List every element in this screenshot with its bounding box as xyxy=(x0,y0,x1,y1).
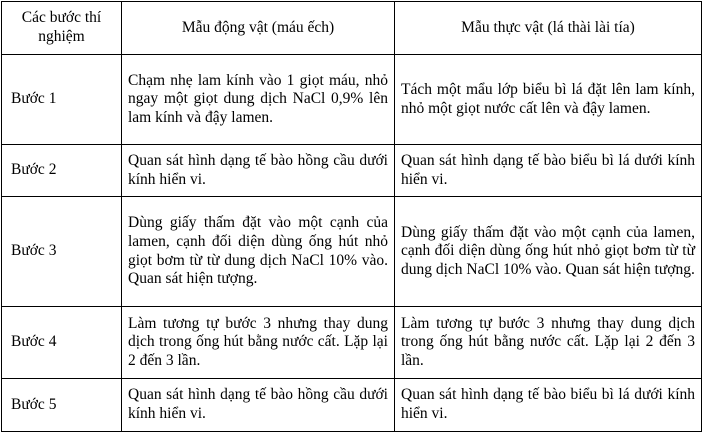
step-label: Bước 3 xyxy=(2,197,122,307)
plant-cell: Dùng giấy thấm đặt vào một cạnh của lamen, cạnh đối diện dùng ống hút nhỏ giọt bơm từ từ dung dịch NaCl 10% vào. Quan sát hiện tượng. xyxy=(395,197,702,307)
plant-cell: Quan sát hình dạng tế bào biểu bì lá dưới kính hiển vi. xyxy=(395,145,702,197)
header-plant-sample: Mẫu thực vật (lá thài lài tía) xyxy=(395,2,702,55)
experiment-table xyxy=(1,1,702,432)
table-header-row xyxy=(2,2,702,55)
header-steps: Các bước thí nghiệm xyxy=(2,2,122,55)
plant-cell: Quan sát hình dạng tế bào biểu bì lá dưới kính hiển vi. xyxy=(395,379,702,432)
animal-cell: Quan sát hình dạng tế bào hồng cầu dưới kính hiển vi. xyxy=(122,379,395,432)
table-row xyxy=(2,307,702,379)
header-animal-sample: Mẫu động vật (máu ếch) xyxy=(122,2,395,55)
step-label: Bước 2 xyxy=(2,145,122,197)
animal-cell: Quan sát hình dạng tế bào hồng cầu dưới kính hiển vi. xyxy=(122,145,395,197)
table-row xyxy=(2,145,702,197)
step-label: Bước 5 xyxy=(2,379,122,432)
plant-cell: Làm tương tự bước 3 nhưng thay dung dịch trong ống hút bằng nước cất. Lặp lại 2 đến 3 lần. xyxy=(395,307,702,379)
animal-cell: Làm tương tự bước 3 nhưng thay dung dịch trong ống hút bằng nước cất. Lặp lại 2 đến 3 lần. xyxy=(122,307,395,379)
table-row xyxy=(2,379,702,432)
table-row xyxy=(2,197,702,307)
animal-cell: Chạm nhẹ lam kính vào 1 giọt máu, nhỏ ngay một giọt dung dịch NaCl 0,9% lên lam kính và đậy lamen. xyxy=(122,55,395,145)
step-label: Bước 1 xyxy=(2,55,122,145)
plant-cell: Tách một mẩu lớp biểu bì lá đặt lên lam kính, nhỏ một giọt nước cất lên và đậy lamen. xyxy=(395,55,702,145)
table-row xyxy=(2,55,702,145)
step-label: Bước 4 xyxy=(2,307,122,379)
animal-cell: Dùng giấy thấm đặt vào một cạnh của lamen, cạnh đối diện dùng ống hút nhỏ giọt bơm từ từ dung dịch NaCl 10% vào. Quan sát hiện tượng. xyxy=(122,197,395,307)
